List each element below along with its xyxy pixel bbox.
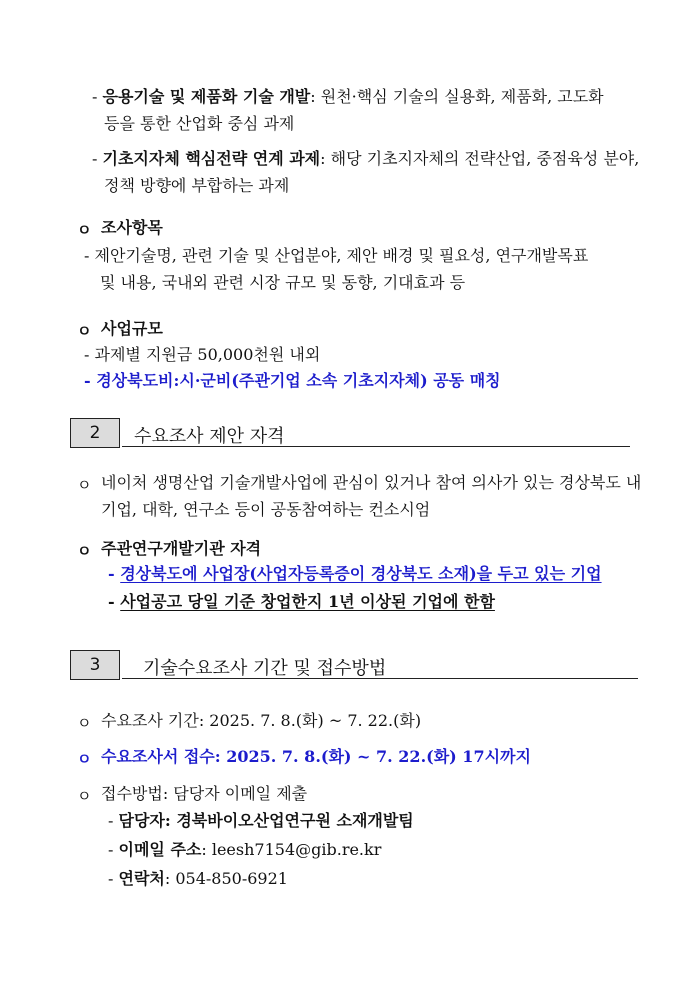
survey-items-line2: 및 내용, 국내외 관련 시장 규모 및 동향, 기대효과 등: [100, 273, 466, 292]
lead-item-1: - 경상북도에 사업장(사업자등록증이 경상북도 소재)을 두고 있는 기업: [108, 564, 602, 583]
section-2-title: 수요조사 제안 자격: [134, 426, 285, 447]
submission-method: 접수방법: 담당자 이메일 제출: [101, 784, 308, 803]
survey-items-heading: 조사항목: [101, 218, 163, 237]
intro-item-2-text: : 해당 기초지자체의 전략산업, 중점육성 분야,: [320, 149, 640, 168]
section-2-number: 2: [89, 423, 101, 443]
dash-marker: -: [92, 149, 98, 168]
scale-heading: 사업규모: [101, 319, 163, 338]
section-3-number: 3: [89, 655, 101, 675]
contact-person: - 담당자: 경북바이오산업연구원 소재개발팀: [108, 811, 414, 830]
intro-item-1: [92, 86, 604, 108]
scale-line2: - 경상북도비:시·군비(주관기업 소속 기초지자체) 공동 매칭: [84, 371, 501, 390]
intro-item-1-cont: 등을 통한 산업화 중심 과제: [104, 114, 295, 133]
contact-email[interactable]: - 이메일 주소: leesh7154@gib.re.kr: [108, 840, 382, 859]
survey-period: 수요조사 기간: 2025. 7. 8.(화) ~ 7. 22.(화): [101, 711, 422, 730]
bullet-circle: ㅇ: [77, 714, 92, 732]
section-3-number-box: [70, 650, 120, 680]
lead-item-2: - 사업공고 당일 기준 창업한지 1년 이상된 기업에 한함: [108, 592, 495, 611]
scale-line1: - 과제별 지원금 50,000천원 내외: [84, 345, 321, 364]
section-2-rule: [122, 446, 630, 447]
intro-item-2-cont: 정책 방향에 부합하는 과제: [104, 176, 290, 195]
eligibility-line1: 네이처 생명산업 기술개발사업에 관심이 있거나 참여 의사가 있는 경상북도 내: [101, 473, 642, 492]
survey-items-line1: - 제안기술명, 관련 기술 및 산업분야, 제안 배경 및 필요성, 연구개발목표: [84, 246, 589, 265]
section-3-rule: [122, 678, 638, 679]
intro-item-1-text: : 원천·핵심 기술의 실용화, 제품화, 고도화: [310, 87, 604, 106]
lead-institution-heading: 주관연구개발기관 자격: [101, 539, 262, 558]
dash-marker: -: [92, 87, 98, 106]
bullet-circle: ㅇ: [77, 542, 92, 560]
contact-phone: - 연락처: 054-850-6921: [108, 869, 288, 888]
submission-deadline: 수요조사서 접수: 2025. 7. 8.(화) ~ 7. 22.(화) 17시까지: [101, 747, 531, 766]
bullet-circle: ㅇ: [77, 787, 92, 805]
eligibility-line2: 기업, 대학, 연구소 등이 공동참여하는 컨소시엄: [101, 500, 431, 519]
bullet-circle: ㅇ: [77, 476, 92, 494]
bullet-circle: ㅇ: [77, 750, 92, 768]
intro-item-1-label: 응용기술 및 제품화 기술 개발: [102, 87, 311, 106]
section-3-title: 기술수요조사 기간 및 접수방법: [143, 658, 387, 679]
bullet-circle: ㅇ: [77, 221, 92, 239]
section-2-number-box: [70, 418, 120, 448]
intro-item-2-label: 기초지자체 핵심전략 연계 과제: [102, 149, 321, 168]
intro-item-2: [92, 148, 639, 170]
bullet-circle: ㅇ: [77, 322, 92, 340]
